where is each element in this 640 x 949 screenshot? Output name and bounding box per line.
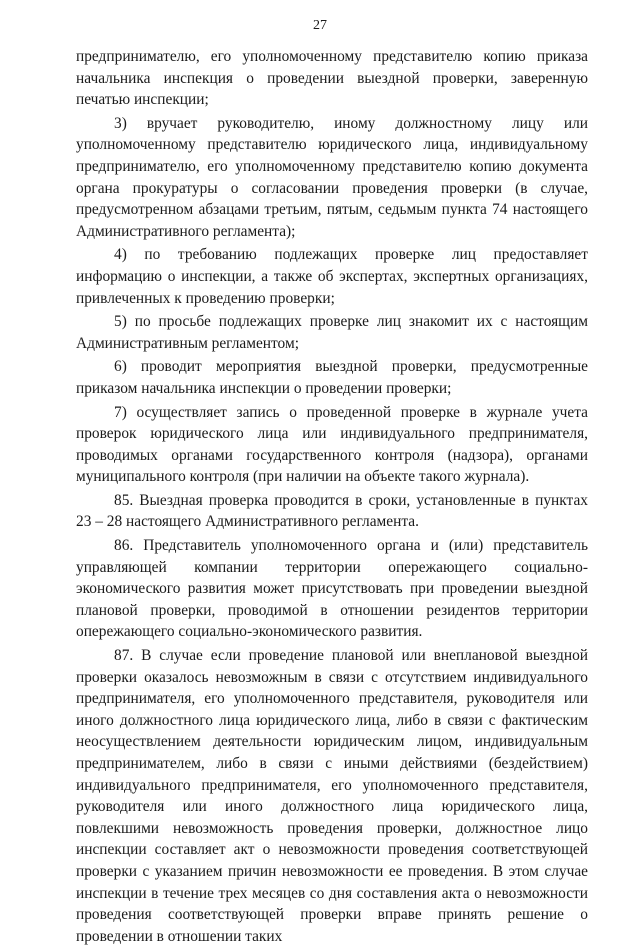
paragraph-85: 85. Выездная проверка проводится в сроки, установленные в пунктах 23 – 28 настоящего Административного регламента. bbox=[76, 491, 588, 531]
body-text bbox=[76, 46, 588, 949]
paragraph-item-6: 6) проводит мероприятия выездной проверки, предусмотренные приказом начальника инспекции о проведении проверки; bbox=[76, 358, 588, 397]
paragraph-item-3: 3) вручает руководителю, иному должностному лицу или уполномоченному представителю юридического лица, индивидуальному предпринимателю, его уполномоченному представителю копию документа органа прокуратуры о согласовании проведения проверки (в случае, предусмотренном абзацами третьим, пятым, седьмым пункта 74 настоящего Административного регламента); bbox=[76, 114, 588, 240]
page-number: 27 bbox=[313, 18, 327, 33]
paragraph-87: 87. В случае если проведение плановой или внеплановой выездной проверки оказалось невозможным в связи с отсутствием индивидуального предпринимателя, его уполномоченного представителя, руководителя или иного должностного лица юридического лица, либо в связи с фактическим неосуществлением деятельности юридическим лицом, индивидуальным предпринимателем, либо в связи с иными действиями (бездействием) индивидуального предпринимателя, его уполномоченного представителя, руководителя или иного должностного лица юридического лица, повлекшими невозможность проведения проверки, должностное лицо инспекции составляет акт о невозможности проведения соответствующей проверки с указанием причин невозможности ее проведения. В этом случае инспекции в течение трех месяцев со дня составления акта о невозможности проведения соответствующей проверки вправе принять решение о проведении в отношении таких bbox=[76, 647, 588, 945]
paragraph-continuation: предпринимателю, его уполномоченному представителю копию приказа начальника инспекция о проведении выездной проверки, заверенную печатью инспекции; bbox=[76, 48, 588, 109]
paragraph-item-7: 7) осуществляет запись о проведенной проверке в журнале учета проверок юридического лица или индивидуального предпринимателя, проводимых органами государственного контроля (надзора), органами муниципального контроля (при наличии на объекте такого журнала). bbox=[76, 403, 588, 486]
paragraph-item-5: 5) по просьбе подлежащих проверке лиц знакомит их с настоящим Административным регламентом; bbox=[76, 313, 588, 352]
paragraph-86: 86. Представитель уполномоченного органа и (или) представитель управляющей компании территории опережающего социально-экономического развития может присутствовать при проведении выездной плановой проверки, проводимой в отношении резидентов территории опережающего социально-экономического развития. bbox=[76, 537, 588, 641]
paragraph-item-4: 4) по требованию подлежащих проверке лиц предоставляет информацию о инспекции, а также об экспертах, экспертных организациях, привлеченных к проведению проверки; bbox=[76, 246, 588, 307]
